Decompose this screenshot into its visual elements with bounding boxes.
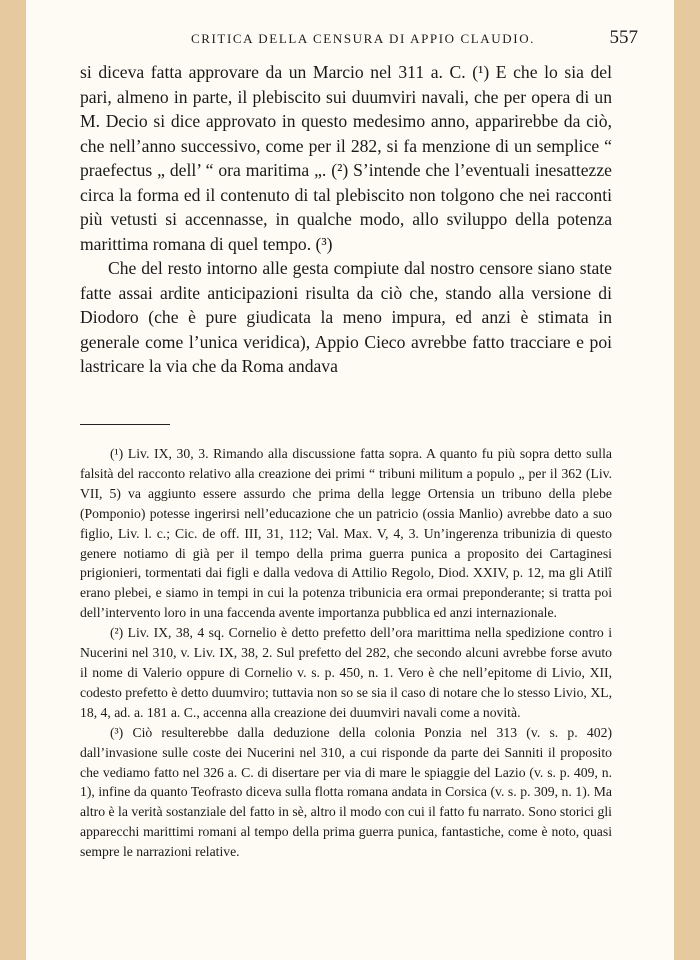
footnote-separator: [80, 424, 170, 425]
paragraph: Che del resto intorno alle gesta compiute dal nostro censore siano state fatte assai ardite anticipazioni risulta da ciò che, stando alla versione di Diodoro (che è pure giudicata la meno impura, ed anzi è stimata in generale come l’unica veridica), Appio Cieco avrebbe fatto tracciare e poi lastricare la via che da Roma andava: [80, 258, 612, 376]
book-page: [26, 0, 674, 960]
footnote: (²) Liv. IX, 38, 4 sq. Cornelio è detto prefetto dell’ora marittima nella spedizione contro i Nucerini nel 310, v. Liv. IX, 38, 2. Sul prefetto del 282, che secondo alcuni avrebbe forse avuto il nome di Valerio oppure di Cornelio v. s. p. 450, n. 1. Vero è che nell’epitome di Livio, XII, codesto prefetto è detto duumviro; tuttavia non so se sia il caso di notare che lo stesso Livio, XL, 18, 4, ad. a. 181 a. C., accenna alla creazione dei duumviri navali come a novità.: [80, 625, 612, 720]
main-text: [80, 60, 612, 379]
page-header: [88, 28, 638, 48]
paragraph: si diceva fatta approvare da un Marcio nel 311 a. C. (¹) E che lo sia del pari, almeno in parte, il plebiscito sui duumviri navali, che per opera di un M. Decio si dice approvato in questo medesimo anno, apparirebbe da ciò, che nell’anno successivo, come per il 282, si fa menzione di un semplice “ praefectus „ dell’ “ ora maritima „. (²) S’intende che l’eventuali inesattezze circa la forma ed il contenuto di tal plebiscito non tolgono che nei racconti più vetusti si accennasse, in qualche modo, allo sviluppo della potenza marittima romana di quel tempo. (³): [80, 62, 612, 254]
page-number: 557: [609, 27, 638, 48]
footnote: (³) Ciò resulterebbe dalla deduzione della colonia Ponzia nel 313 (v. s. p. 402) dall’invasione sulle coste dei Nucerini nel 310, a cui risponde da parte dei Sanniti il proposito che vediamo fatto nel 326 a. C. di disertare per via di mare le spiaggie del Lazio (v. s. p. 409, n. 1), infine da quanto Teofrasto diceva sulla flotta romana andata in Corsica (v. s. p. 309, n. 1). Ma altro è la verità sostanziale del fatto in sè, altro il modo con cui il fatto fu narrato. Sono storici gli apparecchi marittimi romani al tempo della prima guerra punica, fantastiche, come è noto, quasi sempre le narrazioni relative.: [80, 724, 612, 860]
running-title: CRITICA DELLA CENSURA DI APPIO CLAUDIO.: [190, 31, 536, 46]
footnote: (¹) Liv. IX, 30, 3. Rimando alla discussione fatta sopra. A quanto fu più sopra detto sulla falsità del racconto relativo alla creazione dei primi “ tribuni militum a populo „ per il 362 (Liv. VII, 5) va aggiunto essere assurdo che prima della legge Ortensia un tribuno della plebe (Pomponio) potesse ingerirsi nell’educazione che un patricio (ossia Manlio) avrebbe dato a suo figlio, Liv. l. c.; Cic. de off. III, 31, 112; Val. Max. V, 4, 3. Un’ingerenza tribunizia di questo genere notiamo di già per il tempo della prima guerra punica a proposito dei Cartaginesi prigionieri, tormentati dai figli e dalla vedova di Attilio Regolo, Diod. XXIV, p. 12, ma gli Atilî erano plebei, e siamo in tempi in cui la potenza tribunicia era ormai preponderante; si tratta poi dell’intervento loro in una faccenda avente importanza pubblica ed anzi internazionale.: [80, 446, 612, 621]
footnotes: [80, 444, 612, 862]
